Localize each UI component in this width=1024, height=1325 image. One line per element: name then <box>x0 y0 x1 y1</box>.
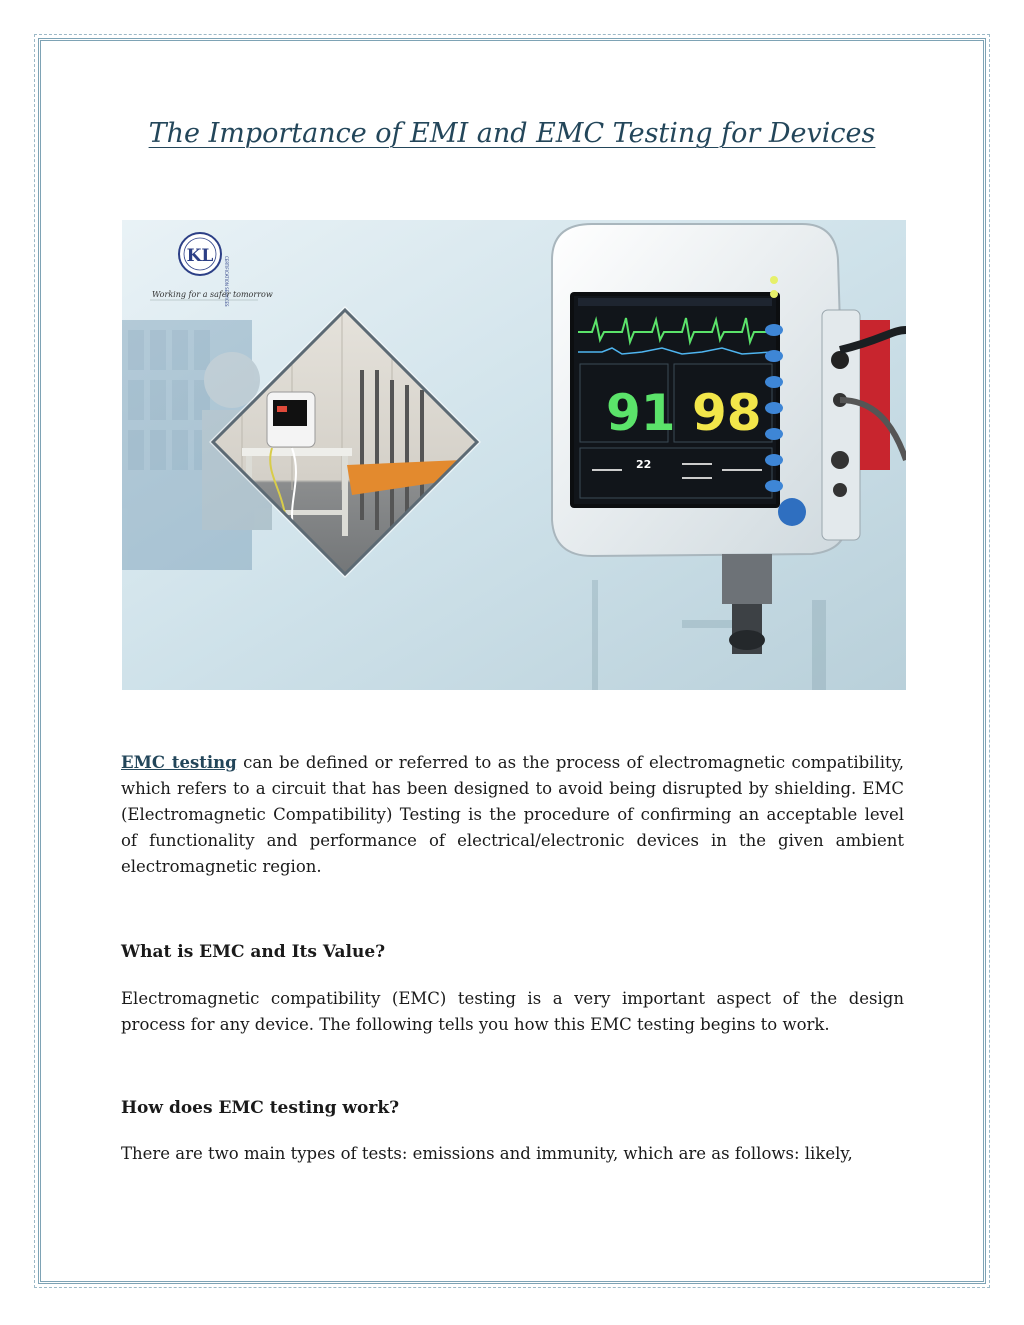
monitor-small-reading: 22 <box>636 458 652 471</box>
intro-text: can be defined or referred to as the process of electromagnetic compatibility, which refers to a circuit that has been designed to avoid being disrupted by shielding. EMC (Electromagnetic Compatibility) Testing is the procedure of confirming an acceptable level of functionality and performance of electrical/electronic devices in the given ambient electromagnetic region. <box>121 753 904 876</box>
page-title: The Importance of EMI and EMC Testing for Devices <box>148 118 876 149</box>
section-paragraph-how-emc-works: There are two main types of tests: emissions and immunity, which are as follows: likely, <box>121 1144 853 1163</box>
intro-paragraph <box>121 750 904 880</box>
monitor-reading-2: 98 <box>692 384 762 442</box>
logo-arc-text: CERTIFICATION SERVICES <box>224 256 229 307</box>
emc-testing-link[interactable]: EMC testing <box>121 753 237 772</box>
section-heading-emc-value: What is EMC and Its Value? <box>121 942 386 962</box>
logo-letters: KL <box>186 246 214 266</box>
monitor-reading-1: 91 <box>606 384 676 442</box>
section-heading-how-emc-works: How does EMC testing work? <box>121 1098 400 1118</box>
hero-image <box>122 220 906 690</box>
section-paragraph-emc-value: Electromagnetic compatibility (EMC) testing is a very important aspect of the design process for any device. The following tells you how this EMC testing begins to work. <box>121 989 904 1034</box>
logo-tagline: Working for a safer tomorrow <box>152 290 273 299</box>
